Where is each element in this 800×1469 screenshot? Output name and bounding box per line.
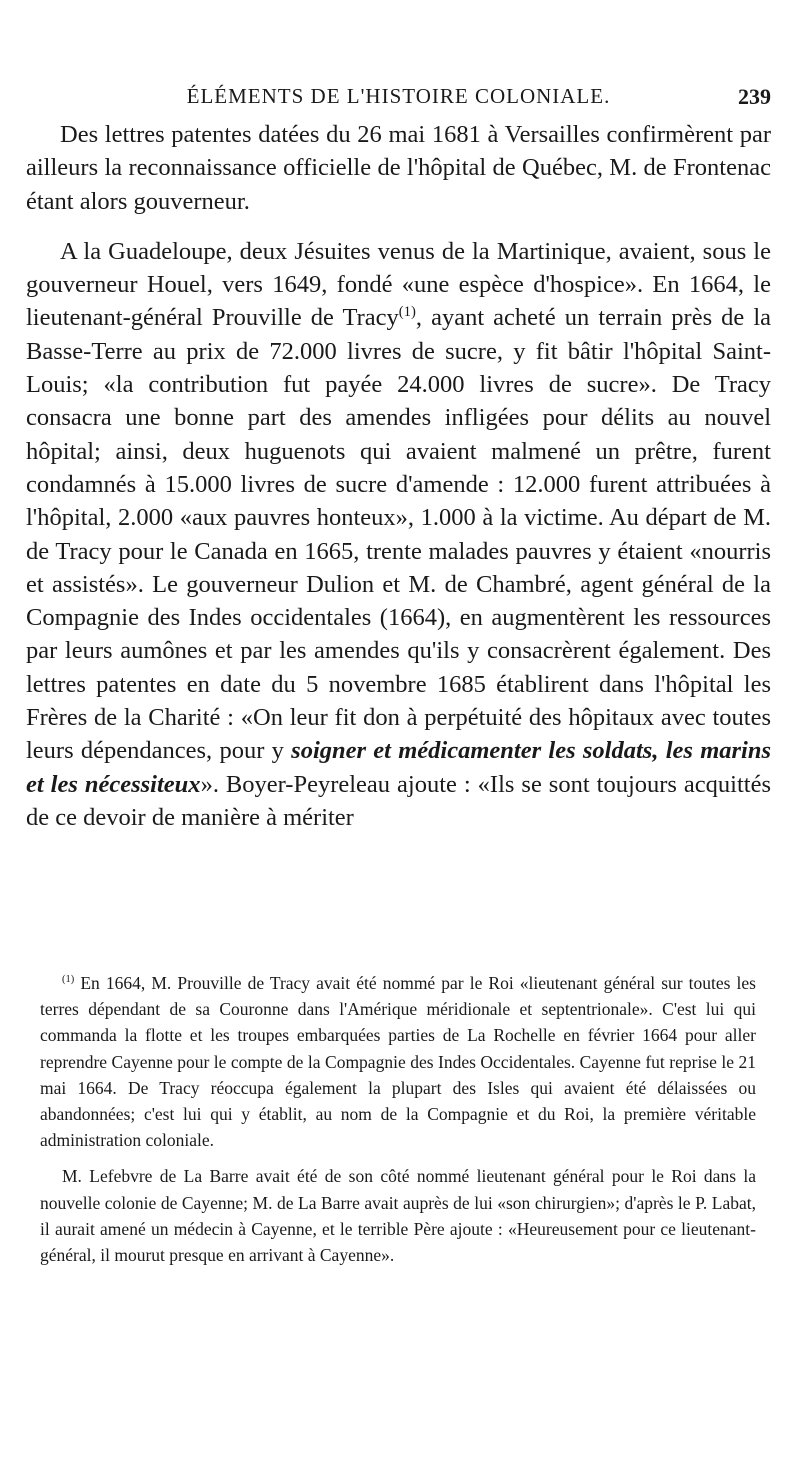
footnote-1-continuation: M. Lefebvre de La Barre avait été de son côté nommé lieutenant général pour le Roi dans la nouvelle colonie de Cayenne; M. de La Barre avait auprès de lui «son chirurgien»; d'après le P. Labat, il aurait amené un médecin à Cayenne, et le terrible Père ajoute : «Heureusement pour ce lieutenant-général, il mourut presque en arrivant à Cayenne». [40,1166,756,1266]
footnote-1-text: En 1664, M. Prouville de Tracy avait été nommé par le Roi «lieutenant général sur toutes les terres dépendant de sa Couronne dans l'Amérique méridionale et septentrionale». C'est lui qui commanda la flotte et les troupes embarquées parties de La Rochelle en février 1664 pour aller reprendre Cayenne pour le compte de la Compagnie des Indes Occidentales. Cayenne fut reprise le 21 mai 1664. De Tracy réoccupa également la plupart des Isles qui avaient été délaissées ou abandonnées; c'est lui qui y établit, au nom de la Compagnie et du Roi, la première véritable administration coloniale. [40,973,756,1151]
footnote-1 [40,970,756,1153]
paragraph-guadeloupe-part-3: ». Boyer-Peyreleau ajoute : «Ils se sont toujours acquittés de ce devoir de manière à mériter [26,770,772,831]
page-header [26,84,771,114]
body-text [26,118,771,834]
italic-quotation: soigner et médicamenter les soldats, les marins et les nécessiteux [26,737,771,798]
footnote-marker: (1) [62,974,75,986]
paragraph-hopital-quebec: Des lettres patentes datées du 26 mai 1681 à Versailles confirmèrent par ailleurs la reconnaissance officielle de l'hôpital de Québec, M. de Frontenac étant alors gouverneur. [26,121,771,215]
footnote-reference[interactable]: (1) [398,304,416,321]
running-title: ÉLÉMENTS DE L'HISTOIRE COLONIALE. [186,84,611,108]
page-number: 239 [738,84,771,109]
footnotes [40,970,756,1268]
paragraph-guadeloupe-part-2: , ayant acheté un terrain près de la Basse-Terre au prix de 72.000 livres de sucre, y fit bâtir l'hôpital Saint-Louis; «la contribution fut payée 24.000 livres de sucre». De Tracy consacra une bonne part des amendes infligées pour délits au nouvel hôpital; ainsi, deux huguenots qui avaient malmené un prêtre, furent condamnés à 15.000 livres de sucre d'amende : 12.000 furent attribuées à l'hôpital, 2.000 «aux pauvres honteux», 1.000 à la victime. Au départ de M. de Tracy pour le Canada en 1665, trente malades pauvres y étaient «nourris et assistés». Le gouverneur Dulion et M. de Chambré, agent général de la Compagnie des Indes occidentales (1664), en augmentèrent les ressources par leurs aumônes et par les amendes qu'ils y consacrèrent également. Des lettres patentes en date du 5 novembre 1685 établirent dans l'hôpital les Frères de la Charité : «On leur fit don à perpétuité des hôpitaux avec toutes leurs dépendances, pour y [26,304,771,765]
paragraph-guadeloupe [26,235,771,834]
paragraph-guadeloupe-part-1: A la Guadeloupe, deux Jésuites venus de la Martinique, avaient, sous le gouverneur Houel, vers 1649, fondé «une espèce d'hospice». En 1664, le lieutenant-général Prouville de Tracy [26,237,771,332]
